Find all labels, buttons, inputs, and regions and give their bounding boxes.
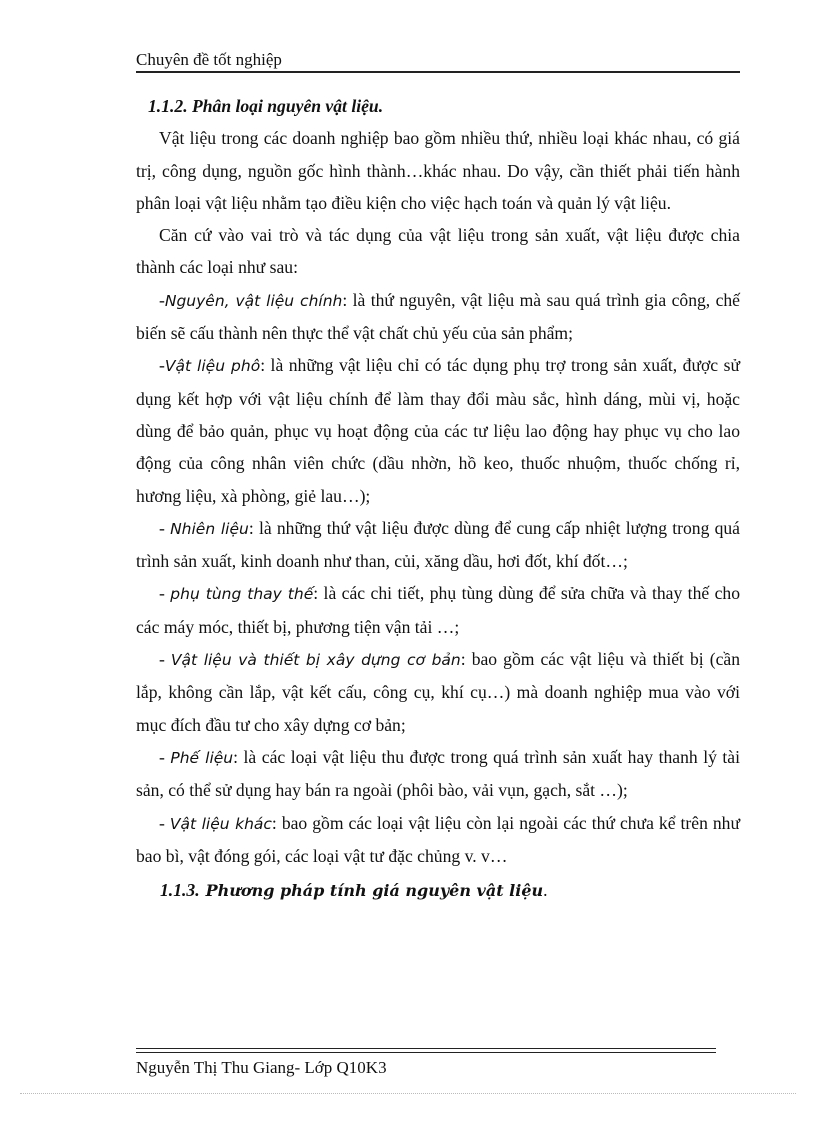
section-number: 1.1.3. [160,880,200,901]
item-text: : bao gồm các loại vật liệu còn lại ngoài các thứ chưa kể trên như bao bì, vật đóng gói, các loại vật tư đặc chủng v. v… [136,812,741,866]
section-heading-1-1-2: 1.1.2. Phân loại nguyên vật liệu. [148,96,384,116]
list-item [136,807,740,873]
item-term: Nguyên, vật liệu chính [164,291,343,310]
list-item [136,512,740,578]
list-item [136,741,740,807]
section-heading-1-1-3 [136,874,740,907]
list-item [136,643,740,741]
header-rule [136,71,740,73]
item-text: : là thứ nguyên, vật liệu mà sau quá trình gia công, chế biến sẽ cấu thành nên thực thể vật chất chủ yếu của sản phẩm; [136,289,740,344]
paragraph-intro: Vật liệu trong các doanh nghiệp bao gồm nhiều thứ, nhiều loại khác nhau, có giá trị, công dụng, nguồn gốc hình thành…khác nhau. Do vậy, cần thiết phải tiến hành phân loại vật liệu nhằm tạo điều kiện cho việc hạch toán và quản lý vật liệu. [136,128,740,213]
item-prefix: - [159,812,170,833]
list-item [136,349,740,511]
item-prefix: - [159,746,171,767]
item-prefix: - [159,649,171,670]
item-text: : bao gồm các vật liệu và thiết bị (cần lắp, không cần lắp, vật kết cấu, công cụ, khí cụ…) mà doanh nghiệp mua vào với mục đích đầu tư cho xây dựng cơ bản; [136,649,740,735]
item-text: : là những vật liệu chỉ có tác dụng phụ trợ trong sản xuất, được sử dụng kết hợp với vật liệu chính để làm thay đổi màu sắc, hình dáng, mùi vị, hoặc dùng để bảo quản, phục vụ hoạt động của các tư liệu lao động hay phục vụ cho lao động của công nhân viên chức (dầu nhờn, hồ keo, thuốc nhuộm, thuốc chống rỉ, hương liệu, xà phòng, giẻ lau…); [136,355,740,506]
list-item [136,284,740,350]
item-text: : là các chi tiết, phụ tùng dùng để sửa chữa và thay thế cho các máy móc, thiết bị, phương tiện vận tải …; [136,583,741,637]
page-footer-author: Nguyễn Thị Thu Giang- Lớp Q10K3 [136,1058,387,1077]
section-suffix: . [543,880,548,901]
item-prefix: - [159,355,165,376]
item-text: : là những thứ vật liệu được dùng để cung cấp nhiệt lượng trong quá trình sản xuất, kinh doanh như than, củi, xăng dầu, hơi đốt, khí đốt…; [136,517,740,572]
item-term: Vật liệu khác [169,814,272,833]
item-term: Vật liệu và thiết bị xây dựng cơ bản [170,651,461,670]
item-prefix: - [159,517,171,538]
item-term: Phế liệu [170,748,234,767]
item-prefix: - [159,583,171,604]
list-item [136,577,740,643]
item-term: Vật liệu phô [164,357,261,376]
item-prefix: - [159,289,165,310]
document-body [136,90,740,907]
page-header-title: Chuyên đề tốt nghiệp [136,50,282,69]
item-term: Nhiên liệu [170,519,249,538]
footer-rule [136,1052,716,1053]
footer-rule [136,1048,716,1049]
page-edge-divider [20,1093,796,1094]
item-term: phụ tùng thay thế [170,585,314,604]
paragraph-classification: Căn cứ vào vai trò và tác dụng của vật liệu trong sản xuất, vật liệu được chia thành các loại như sau: [136,225,740,278]
section-title: Phương pháp tính giá nguyên vật liệu [205,881,544,901]
item-text: : là các loại vật liệu thu được trong quá trình sản xuất hay thanh lý tài sản, có thể sử dụng hay bán ra ngoài (phôi bào, vải vụn, gạch, sắt …); [136,746,740,801]
